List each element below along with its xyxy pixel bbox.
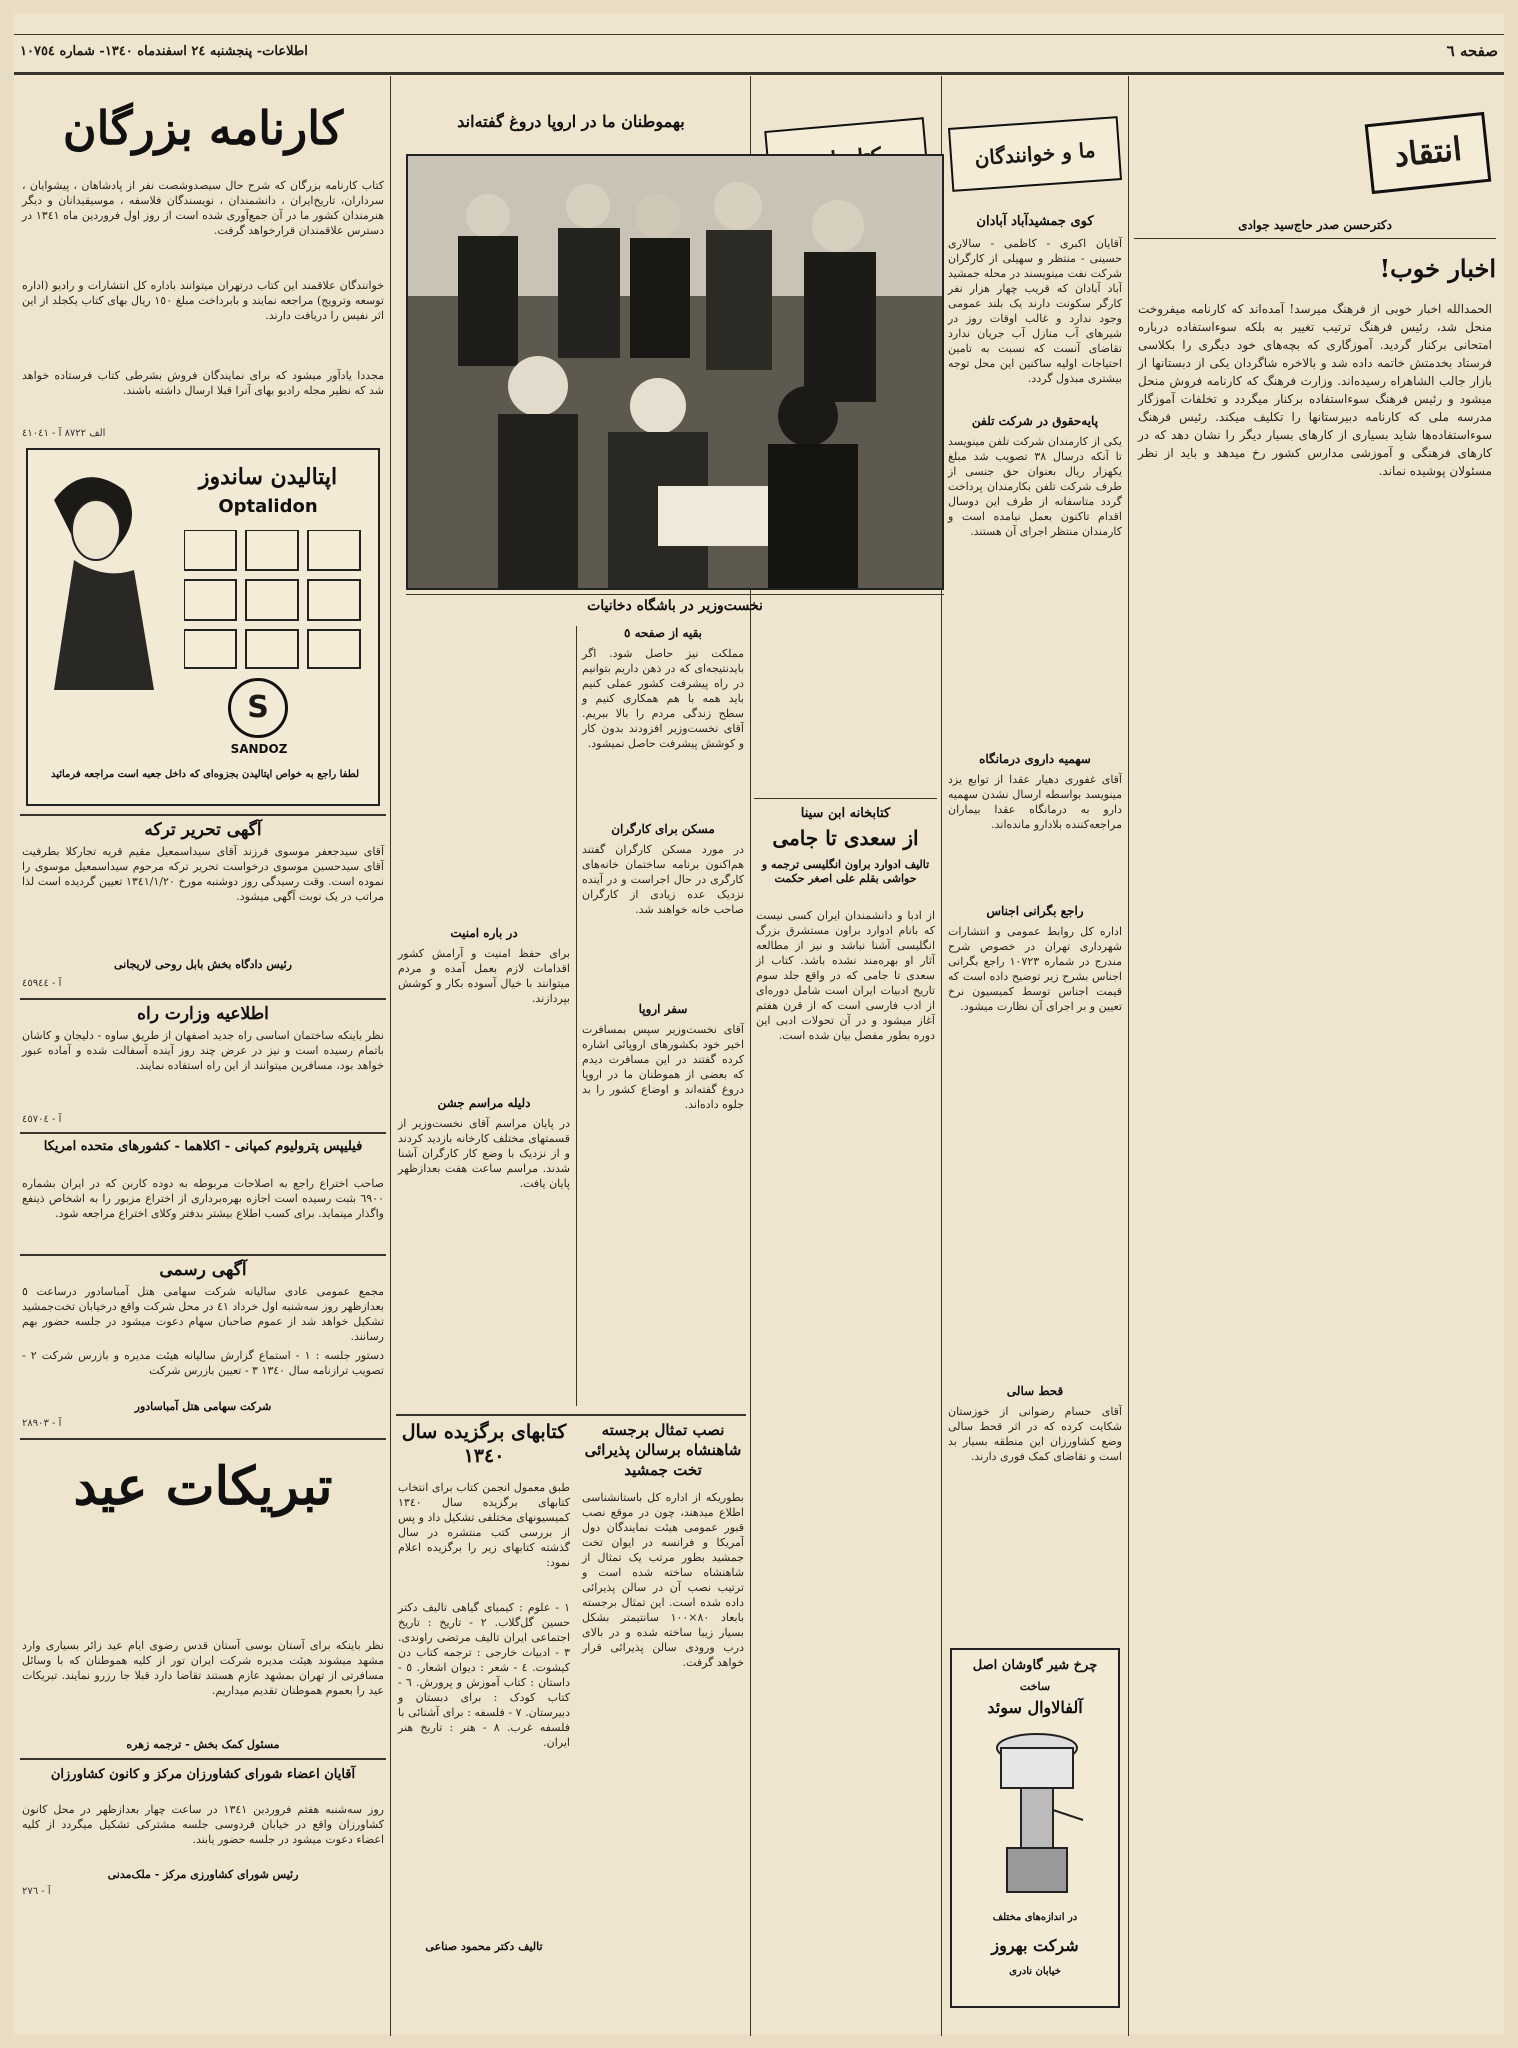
karnameh-body3: مجددا یادآور میشود که برای نمایندگان فروش بشرطی کتاب فرستاده خواهد شد که نظیر مجله رادیو بهای آنرا قبلا ارسال داشته باشند. <box>22 369 384 397</box>
article-sub4: دلیله مراسم جشن <box>437 1096 531 1110</box>
notice1-body: آقای سیدجعفر موسوی فرزند آقای سیداسمعیل مقیم قریه تجارکلا بطرفیت آقای سیدحسین موسوی درخواست تحریر ترکه مرحوم سیداسمعیل موسوی را نموده است. وقت رسیدگی روز دوشنبه مورخ ١٣٤١/١/٢٠ تعیین گردیده است لذا مراتب در یک نوبت آگهی میشود. <box>22 845 384 903</box>
farmers-sig: رئیس شورای کشاورزی مرکز - ملک‌مدنی <box>107 1868 299 1881</box>
ad-alfa-top: چرخ شیر گاوشان اصل <box>972 1658 1098 1673</box>
karnameh-body1: کتاب کارنامه بزرگان که شرح حال سیصدوشصت نفر از پادشاهان ، پیشوایان ، سرداران، تاریخ‌ایران ، دانشمندان ، نویسندگان فلاسفه ، موسیقیدانان و دیگر هنرمندان کشور ما در آن جمع‌آوری شده است از روز اول فروردین ماه ١٣٤١ در دسترس علاقمندان قرارخواهد گرفت. <box>22 179 384 237</box>
column-rule <box>390 76 391 2036</box>
readers-body4: اداره کل روابط عمومی و انتشارات شهرداری تهران در خصوص شرح مندرج در شماره ١٠٧٢٣ راجع بگرانی اجناس بشرح زیر توضیح داده است که قیمت اجناس توسط کمیسیون نرخ تعیین و بر اجرای آن نظارت میشود. <box>948 925 1122 1013</box>
books-footer: تالیف دکتر محمود صناعی <box>425 1940 543 1953</box>
readers-body3: آقای غفوری دهیار عقدا از توابع یزد مینویسد بواسطه ارسال نشدن سهمیه دارو به درمانگاه عقدا بیماران مراجعه‌کننده بلادارو مانده‌اند. <box>948 773 1122 831</box>
article-body5: در پایان مراسم آقای نخست‌وزیر از قسمتهای مختلف کارخانه بازدید کردند و از نزدیک با وضع کار کارگران آشنا شدند. مراسم ساعت هفت بعدازظهر پایان یافت. <box>398 1117 570 1190</box>
article-body3: آقای نخست‌وزیر سپس بمسافرت اخیر خود بکشورهای اروپائی اشاره کرده گفتند در این مسافرت دیدم که بعضی از هموطنان ما در اروپا دروغ گفته‌اند و اوضاع کشور را بد جلوه داده‌اند. <box>582 1023 744 1111</box>
article-cont: بقیه از صفحه ٥ <box>623 626 703 640</box>
optalidon-footer: لطفا راجع به خواص اپتالیدن بجزوه‌ای که داخل جعبه است مراجعه فرمائید <box>50 769 360 780</box>
article-sub2: سفر اروپا <box>638 1002 688 1016</box>
pill-boxes-illustration <box>184 530 364 670</box>
readers-logo: ما و خوانندگان <box>948 116 1122 192</box>
notice3-title: فیلیپس پترولیوم کمپانی - اکلاهما - کشورهای متحده امریکا <box>43 1139 363 1154</box>
statue-headline: نصب تمثال برجسته شاهنشاه برسالن پذیرائی تخت جمشید <box>584 1421 742 1479</box>
article-body1: مملکت نیز حاصل شود. اگر بایدنتیجه‌ای که در ذهن داریم بتوانیم در راه پیشرفت کشور عملی کنیم باید همه با هم همکاری کنیم و سطح زندگی مردم را بالا ببریم. آقای نخست‌وزیر افزودند بدون کار و کوشش پیشرفت حاصل نمیشود. <box>582 647 744 750</box>
library-byline3: تالیف ادوارد براون انگلیسی ترجمه و حواشی بقلم علی اصغر حکمت <box>761 858 930 885</box>
farmers-body: روز سه‌شنبه هفتم فروردین ١٣٤١ در ساعت چهار بعدازظهر در محل کانون کشاورزان واقع در خیابان فردوسی جلسه مشترکی تشکیل میگردد از کلیه اعضاء دعوت میشود در جلسه حضور یابند. <box>22 1803 384 1846</box>
page-label: صفحه ٦ <box>1446 42 1498 60</box>
photo-caption: نخست‌وزیر در باشگاه دخانیات <box>587 598 763 614</box>
article-sub1: مسکن برای کارگران <box>611 822 715 836</box>
farmers-title: آقایان اعضاء شورای کشاورزان مرکز و کانون کشاورزان <box>50 1767 356 1782</box>
press-photo <box>406 154 944 590</box>
sandoz-logo: S <box>228 678 288 738</box>
article-body4: برای حفظ امنیت و آرامش کشور اقدامات لازم بعمل آمده و مردم میتوانند با خیال آسوده بکار و کوشش بپردازند. <box>398 947 570 1005</box>
ad-optalidon <box>26 448 380 806</box>
article-body2: در مورد مسکن کارگران گفتند هم‌اکنون برنامه ساختمان خانه‌های کارگری در حال اجراست و در آینده نزدیک عده زیادی از کارگران صاحب خانه خواهند شد. <box>582 843 744 916</box>
readers-location: کوی جمشیدآباد آبادان <box>976 214 1094 229</box>
dateline: اطلاعات- پنجشنبه ٢٤ اسفندماه ١٣٤٠- شماره ١٠٧٥٤ <box>20 44 308 59</box>
notice4-sig: شرکت سهامی هتل آمباسادور <box>134 1400 272 1413</box>
ad-alfa-sub: ساخت <box>1019 1680 1051 1693</box>
notice2-body: نظر باینکه ساختمان اساسی راه جدید اصفهان از طریق ساوه - دلیجان و کاشان باتمام رسیده است و نیز در عرض چند روز آینده آسفالت شده و آماده عبور خواهد بود، مسافرین میتوانند از این راه استفاده نمایند. <box>22 1029 384 1072</box>
notice4-title: آگهی رسمی <box>159 1260 247 1280</box>
karnameh-title: کارنامه بزرگان <box>62 101 344 155</box>
ad-alfa-seller: شرکت بهروز <box>991 1936 1079 1955</box>
notice3-body: صاحب اختراع راجع به اصلاحات مربوطه به دوده کاربن که در ایران بشماره ٦٩٠٠ بثبت رسیده است اجازه بهره‌برداری از اختراع مزبور را به اشخاص ذینفع واگذار مینماید. برای کسب اطلاع بیشتر بدفتر وکلای اختراع مراجعه شود. <box>22 1177 384 1220</box>
readers-sub4: قحط سالی <box>1006 1384 1064 1398</box>
eid-sig: مسئول کمک بخش - ترجمه زهره <box>126 1738 280 1751</box>
column-rule <box>1128 76 1129 2036</box>
caption-rule <box>406 594 944 595</box>
notice1-title: آگهی تحریر ترکه <box>144 820 262 840</box>
readers-sub1: پایه‌حقوق در شرکت تلفن <box>971 414 1099 428</box>
karnameh-code: الف ٨٧٢٢ آ - ٤١٠٤١ <box>22 428 106 439</box>
critique-column <box>1134 78 1496 2028</box>
statue-story <box>580 1420 746 2020</box>
books-list: ١ - علوم : کیمیای گیاهی تالیف دکتر حسین گل‌گلاب. ٢ - تاریخ : تاریخ اجتماعی ایران تالیف مرتضی راوندی. ٣ - ادبیات خارجی : ترجمه کتاب دن کیشوت. ٤ - شعر : دیوان اشعار. ٥ - داستان : کتاب آموزش و پرورش. ٦ - کتاب کودک : برای دبستان و دبیرستان. ٧ - فلسفه : برای آشنائی با فلسفه غرب. ٨ - هنر : تاریخ هنر ایران. <box>398 1601 571 1749</box>
readers-body5: آقای حسام رضوانی از خوزستان شکایت کرده که در اثر قحط سالی وضع کشاورزان این منطقه بسیار بد است و تقاضای کمک فوری دارند. <box>948 1405 1122 1463</box>
readers-body2: یکی از کارمندان شرکت تلفن مینویسد تا آنکه درسال ٣٨ تصویب شد مبلغ یکهزار ریال بعنوان حق جنسی از طرف شرکت تلفن بکارمندان پرداخت گردد متاسفانه از طرف این دوسال اقدام تاکنون بعمل نیامده است و کارمندان منتظر اجرای آن هستند. <box>948 435 1122 538</box>
statue-body: بطوریکه از اداره کل باستانشناسی اطلاع میدهند، چون در موقع نصب قبور عمومی هیئت نمایندگان دول آمریکا و فرانسه در ایوان تخت جمشید بطور مرتب یک تمثال از شاهنشاه ساخته شده است و ترتیب نصب آن در سالن پذیرائی داده شده است. این تمثال برجسته بابعاد ٨٠×١٠٠ سانتیمتر بشکل بسیار زیبا ساخته شده و در بالای درب ورودی سالن پذیرائی قرار خواهد گرفت. <box>582 1491 745 1669</box>
section-rule <box>396 1414 746 1416</box>
readers-column <box>946 78 1124 2028</box>
notice2-code: آ - ٤٥٧٠٤ <box>22 1114 62 1125</box>
cream-separator-illustration <box>987 1730 1087 1900</box>
farmers-code: آ - ٢٧٦ <box>22 1886 51 1897</box>
article-sub3: در باره امنیت <box>450 926 518 940</box>
library-title3: از سعدی تا جامی <box>772 826 919 850</box>
ad-alfa-brand: آلفالاوال سوئد <box>987 1698 1083 1717</box>
books-1340 <box>396 1420 572 2020</box>
masthead-rule <box>14 72 1504 75</box>
critique-body: الحمدالله اخبار خوبی از فرهنگ میرسد! آمده‌اند که کارنامه میفروخت منحل شد، رئیس فرهنگ ترتیب‌ تغییر به بلکه سوءاستفاده درباره امتحانی برکنار گردید. آموزگاری که بچه‌های خود دیگری را بکلاسی فرستاد بخدمتش خاتمه داده شد و بالاخره شاگردان یکی از دبستانها از بازار جالب الشاهراه رسیده‌اند. وزارت فرهنگ که کارنامه فروش منحل میشود و رئیس فرهنگ سوءاستفاده برکنار میگردد و تخلفات آموزگار مدرسه ملی که کارنامه دبیرستانها را تکلیف میکند. رئیس فرهنگ سوءاستفاده‌ها شاید بسیاری از کارهای بسیار دیگر را نشان دهد که در کارهای فرهنگی و آموزشی مدارس کشور رخ میدهد و باید از نظر مسئولان پوشیده نماند. <box>1138 302 1492 478</box>
article-col-1 <box>580 626 746 1406</box>
column-rule <box>576 626 577 1406</box>
notice2-title: اطلاعیه وزارت راه <box>137 1004 269 1024</box>
notice1-code: آ - ٤٥٩٤٤ <box>22 978 62 989</box>
critique-logo: انتقاد <box>1365 112 1492 194</box>
eid-body: نظر باینکه برای آستان بوسی آستان قدس رضوی ایام عید زائر بسیاری وارد مشهد میشوند هیئت مدیره شرکت ایران تور از کلیه هموطنان که با وسائل مسافرتی از تهران بمشهد عازم هستند تقاضا دارد قبلا جا رزرو نمایند. تبریکات عید را بعموم هموطنان تقدیم میداریم. <box>22 1639 384 1697</box>
left-column <box>20 78 386 2028</box>
ad-alfa-addr: خیابان نادری <box>1009 1966 1061 1977</box>
woman-illustration <box>34 460 174 690</box>
books-body: طبق معمول انجمن کتاب برای انتخاب کتابهای برگزیده سال ١٣٤٠ کمیسیونهای مختلفی تشکیل داد و پس از بررسی کتب منتشره در سال گذشته کتابهای زیر را برگزیده اعلام نمود: <box>398 1481 570 1569</box>
books-headline: کتابهای برگزیده سال ١٣٤٠ <box>401 1421 567 1467</box>
notice4-agenda: دستور جلسه : ١ - استماع گزارش سالیانه هیئت مدیره و بازرس شرکت ٢ - تصویب ترازنامه سال ١٣٤٠ ٣ - تعیین بازرس شرکت <box>22 1349 385 1377</box>
readers-sub2: سهمیه داروی درمانگاه <box>979 752 1091 766</box>
library-body3: از ادبا و دانشمندان ایران کسی نیست که بانام ادوارد براون مستشرق بزرگ انگلیسی آشنا نباشد و نیز از مطالعه آثار او بهره‌مند نشده باشد. کتاب از سعدی تا جامی که در واقع جلد سوم تاریخ ادبیات ایران است شامل دوره‌ای از ادب فارسی است که از قرن هفتم آغاز میشود و در آن تحولات ادبی این دوره بطور مفصل بیان شده است. <box>756 909 935 1042</box>
eid-title: تبریکات عید <box>73 1456 333 1517</box>
optalidon-title-fa: اپتالیدن ساندوز <box>198 464 338 490</box>
library-title2: کتابخانه ابن سینا <box>800 806 891 821</box>
newspaper-page <box>14 14 1504 2034</box>
critique-title: اخبار خوب! <box>1379 254 1496 283</box>
notice1-sig: رئیس دادگاه بخش بابل روحی لاریجانی <box>114 958 292 971</box>
optalidon-title-en: Optalidon <box>218 496 318 517</box>
critique-author: دکترحسن صدر حاج‌سید جوادی <box>1238 218 1392 232</box>
article-col-2 <box>396 626 572 1406</box>
readers-body: آقایان اکبری - کاظمی - سالاری حسینی - منتظر و سهیلی از کارگران شرکت نفت مینویسند در محله جمشید آباد آبادان که قریب چهار هزار نفر کارگر سکونت دارند یک بلند عمومی وجود ندارد و غالب اوقات روز در شیرهای آب منازل آب جریان ندارد تقاضای آنست که نسبت به تامین احتیاجات اولیه ساکنین این محل توجه بیشتری مبذول گردد. <box>948 237 1122 385</box>
readers-sub3: راجع بگرانی اجناس <box>986 904 1084 918</box>
ad-alfalaval <box>950 1648 1120 2008</box>
ad-alfa-size: در اندازه‌های مختلف <box>992 1912 1078 1923</box>
notice4-code: آ - ٢٨٩٠٣ <box>22 1418 62 1429</box>
optalidon-brand: SANDOZ <box>230 742 288 756</box>
photo-headline: بهموطنان ما در اروپا دروغ گفته‌اند <box>457 112 685 131</box>
top-rule <box>14 34 1504 35</box>
karnameh-body2: خوانندگان علاقمند این کتاب درتهران میتوانند باداره کل انتشارات و رادیو (اداره توسعه وترویج) مراجعه نمایند و بابرداخت مبلغ ١٥٠ ریال بهای کتاب یکجلد از این اثر نفیس را دریافت دارند. <box>22 279 384 322</box>
notice4-body: مجمع عمومی عادی سالیانه شرکت سهامی هتل آمباسادور درساعت ٥ بعدازظهر روز سه‌شنبه اول خرداد ٤١ در محل شرکت واقع درخیابان تخت‌جمشید تشکیل خواهد شد از عموم صاحبان سهام دعوت میشود در جلسه حضور بهم رسانند. <box>22 1285 384 1343</box>
photo-figures <box>408 156 942 588</box>
